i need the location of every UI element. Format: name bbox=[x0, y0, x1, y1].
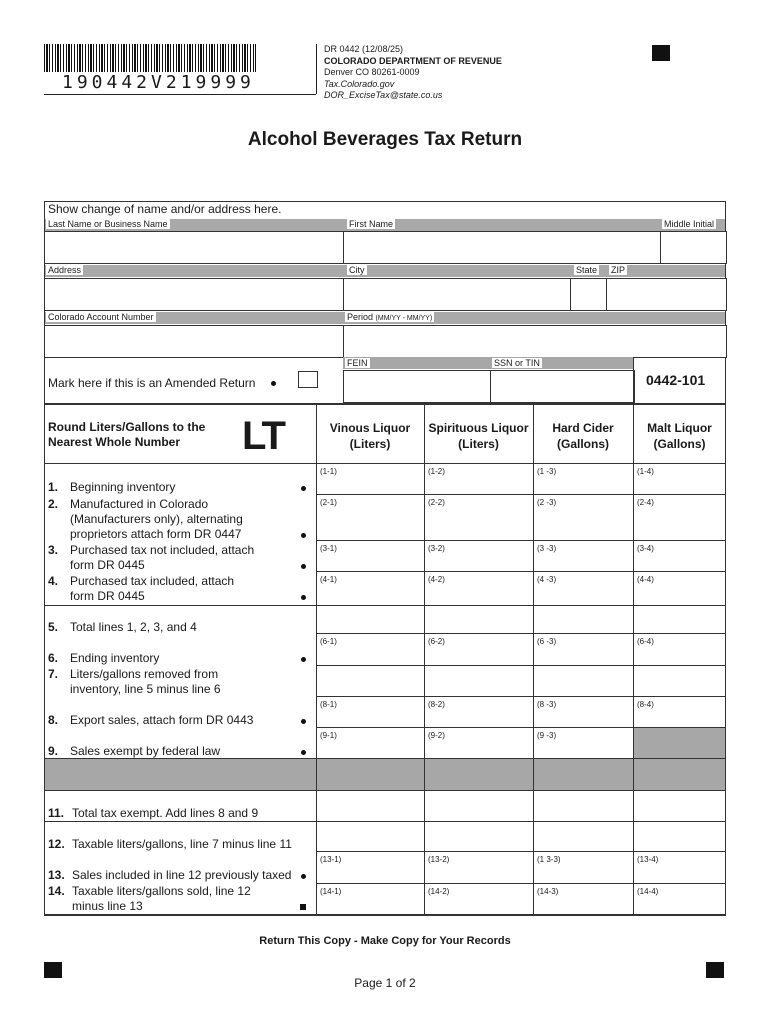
line7-label bbox=[70, 667, 221, 697]
city-label: City bbox=[349, 265, 365, 275]
first-name-field[interactable] bbox=[343, 231, 661, 264]
line3-bullet bbox=[301, 564, 306, 569]
last-name-label: Last Name or Business Name bbox=[48, 219, 168, 229]
cell-6-4[interactable]: (6-4) bbox=[637, 637, 654, 646]
period-label-text: Period bbox=[347, 312, 374, 322]
cell-14-2[interactable]: (14-2) bbox=[428, 887, 450, 896]
cell-3-3[interactable]: (3 -3) bbox=[537, 544, 557, 553]
line11-number: 11. bbox=[48, 806, 65, 820]
line2-bullet bbox=[301, 533, 306, 538]
account-number-field[interactable] bbox=[44, 325, 344, 358]
cell-1-2[interactable]: (1-2) bbox=[428, 467, 445, 476]
cell-14-4[interactable]: (14-4) bbox=[637, 887, 659, 896]
line14-label bbox=[72, 884, 251, 914]
required-bullet bbox=[271, 381, 276, 386]
department-website: Tax.Colorado.gov bbox=[324, 78, 395, 89]
line4-label-a: Purchased tax included, attach bbox=[70, 574, 235, 588]
return-copy-note: Return This Copy - Make Copy for Your Records bbox=[259, 935, 511, 947]
period-field[interactable] bbox=[343, 325, 727, 358]
cell-13-2[interactable]: (13-2) bbox=[428, 855, 450, 864]
column-header-malt bbox=[633, 420, 726, 452]
line3-number: 3. bbox=[48, 543, 59, 557]
ssn-field[interactable] bbox=[490, 370, 635, 403]
amended-return-checkbox[interactable] bbox=[298, 371, 318, 388]
line3-label-b: form DR 0445 bbox=[70, 558, 145, 572]
line7-label-b: inventory, line 5 minus line 6 bbox=[70, 682, 221, 696]
rounding-instruction-line2: Nearest Whole Number bbox=[48, 435, 181, 449]
cell-9-2[interactable]: (9-2) bbox=[428, 731, 445, 740]
first-name-label: First Name bbox=[349, 219, 394, 229]
line1-number: 1. bbox=[48, 480, 59, 494]
cell-13-1[interactable]: (13-1) bbox=[320, 855, 342, 864]
cell-2-1[interactable]: (2-1) bbox=[320, 498, 337, 507]
cell-1-3[interactable]: (1 -3) bbox=[537, 467, 557, 476]
column-header-vinous bbox=[316, 420, 424, 452]
cell-3-2[interactable]: (3-2) bbox=[428, 544, 445, 553]
col-cider-name: Hard Cider bbox=[552, 421, 614, 435]
form-id: DR 0442 (12/08/25) bbox=[324, 44, 404, 54]
cell-4-2[interactable]: (4-2) bbox=[428, 575, 445, 584]
line1-bullet bbox=[301, 486, 306, 491]
col-spirituous-unit: (Liters) bbox=[458, 437, 499, 451]
column-header-spirituous bbox=[424, 420, 533, 452]
col-malt-unit: (Gallons) bbox=[653, 437, 706, 451]
rounding-instruction bbox=[48, 420, 205, 450]
line9-label: Sales exempt by federal law bbox=[70, 744, 221, 758]
middle-initial-label: Middle Initial bbox=[664, 219, 715, 229]
line13-bullet bbox=[301, 874, 306, 879]
line9-number: 9. bbox=[48, 744, 59, 758]
cell-4-3[interactable]: (4 -3) bbox=[537, 575, 557, 584]
cell-2-3[interactable]: (2 -3) bbox=[537, 498, 557, 507]
line4-label-b: form DR 0445 bbox=[70, 589, 145, 603]
line9-bullet bbox=[301, 750, 306, 755]
barcode-underline bbox=[44, 94, 316, 95]
line8-label: Export sales, attach form DR 0443 bbox=[70, 713, 254, 727]
line2-number: 2. bbox=[48, 497, 59, 511]
last-name-field[interactable] bbox=[44, 231, 344, 264]
form-type-code: LT bbox=[242, 414, 284, 458]
fein-label: FEIN bbox=[347, 358, 368, 368]
rounding-instruction-line1: Round Liters/Gallons to the bbox=[48, 420, 206, 434]
zip-label: ZIP bbox=[611, 265, 626, 275]
line6-number: 6. bbox=[48, 651, 59, 665]
col-vinous-name: Vinous Liquor bbox=[329, 421, 411, 435]
cell-9-1[interactable]: (9-1) bbox=[320, 731, 337, 740]
line6-label: Ending inventory bbox=[70, 651, 160, 665]
line10-shaded-malt bbox=[634, 759, 725, 790]
department-city: Denver CO 80261-0009 bbox=[324, 67, 420, 77]
alignment-marker-top-right bbox=[652, 45, 670, 61]
department-email: DOR_ExciseTax@state.co.us bbox=[324, 90, 443, 100]
cell-13-4[interactable]: (13-4) bbox=[637, 855, 659, 864]
barcode-divider bbox=[316, 44, 317, 94]
line8-number: 8. bbox=[48, 713, 59, 727]
address-field[interactable] bbox=[44, 278, 344, 311]
malt-line9-shaded bbox=[634, 728, 725, 758]
col-cider-unit: (Gallons) bbox=[556, 437, 609, 451]
line14-label-b: minus line 13 bbox=[72, 899, 143, 913]
account-number-label: Colorado Account Number bbox=[48, 312, 154, 322]
page-number: Page 1 of 2 bbox=[354, 976, 416, 990]
state-label: State bbox=[576, 265, 598, 275]
line7-number: 7. bbox=[48, 667, 59, 681]
line1-label: Beginning inventory bbox=[70, 480, 176, 494]
line14-square-marker bbox=[300, 904, 306, 910]
line10-shaded-label bbox=[45, 759, 316, 790]
line13-number: 13. bbox=[48, 868, 65, 882]
period-label bbox=[345, 312, 434, 322]
line14-label-a: Taxable liters/gallons sold, line 12 bbox=[72, 884, 251, 898]
line12-number: 12. bbox=[48, 837, 65, 851]
col-spirituous-name: Spirituous Liquor bbox=[428, 421, 529, 435]
line5-number: 5. bbox=[48, 620, 59, 634]
line3-label-a: Purchased tax not included, attach bbox=[70, 543, 255, 557]
cell-14-1[interactable]: (14-1) bbox=[320, 887, 342, 896]
cell-8-2[interactable]: (8-2) bbox=[428, 700, 445, 709]
department-name: COLORADO DEPARTMENT OF REVENUE bbox=[324, 55, 502, 66]
cell-2-4[interactable]: (2-4) bbox=[637, 498, 654, 507]
line10-shaded-spirituous bbox=[425, 759, 533, 790]
line12-label: Taxable liters/gallons, line 7 minus line 11 bbox=[72, 837, 292, 851]
cell-6-1[interactable]: (6-1) bbox=[320, 637, 337, 646]
change-notice: Show change of name and/or address here. bbox=[48, 202, 282, 216]
form-header-info bbox=[324, 44, 502, 102]
state-field[interactable] bbox=[570, 278, 607, 311]
cell-8-1[interactable]: (8-1) bbox=[320, 700, 337, 709]
barcode-number: 190442V219999 bbox=[62, 72, 255, 93]
line10-shaded-cider bbox=[534, 759, 633, 790]
line4-number: 4. bbox=[48, 574, 59, 588]
line4-bullet bbox=[301, 595, 306, 600]
cell-3-4[interactable]: (3-4) bbox=[637, 544, 654, 553]
cell-2-2[interactable]: (2-2) bbox=[428, 498, 445, 507]
barcode bbox=[44, 44, 256, 72]
col-vinous-unit: (Liters) bbox=[349, 437, 391, 451]
line2-label-a: Manufactured in Colorado bbox=[70, 497, 209, 511]
cell-9-3[interactable]: (9 -3) bbox=[537, 731, 557, 740]
line5-label: Total lines 1, 2, 3, and 4 bbox=[70, 620, 197, 634]
amended-return-label: Mark here if this is an Amended Return bbox=[48, 376, 256, 390]
cell-6-2[interactable]: (6-2) bbox=[428, 637, 445, 646]
column-header-hard-cider bbox=[533, 420, 633, 452]
line7-label-a: Liters/gallons removed from bbox=[70, 667, 219, 681]
ssn-label: SSN or TIN bbox=[494, 358, 540, 368]
line8-bullet bbox=[301, 719, 306, 724]
city-field[interactable] bbox=[343, 278, 571, 311]
cell-3-1[interactable]: (3-1) bbox=[320, 544, 337, 553]
middle-initial-field[interactable] bbox=[660, 231, 727, 264]
line14-number: 14. bbox=[48, 884, 65, 898]
period-format: (MM/YY - MM/YY) bbox=[375, 315, 433, 322]
cell-4-4[interactable]: (4-4) bbox=[637, 575, 654, 584]
line11-label: Total tax exempt. Add lines 8 and 9 bbox=[72, 806, 259, 820]
line4-label bbox=[70, 574, 234, 604]
cell-13-3[interactable]: (1 3-3) bbox=[537, 855, 561, 864]
cell-4-1[interactable]: (4-1) bbox=[320, 575, 337, 584]
fein-field[interactable] bbox=[343, 370, 491, 403]
cell-8-4[interactable]: (8-4) bbox=[637, 700, 654, 709]
line3-label bbox=[70, 543, 254, 573]
zip-field[interactable] bbox=[606, 278, 727, 311]
line2-label-b: (Manufacturers only), alternating bbox=[70, 512, 243, 526]
cell-8-3[interactable]: (8 -3) bbox=[537, 700, 557, 709]
line13-label: Sales included in line 12 previously taxed bbox=[72, 868, 292, 882]
line10-shaded-vinous bbox=[317, 759, 424, 790]
cell-14-3[interactable]: (14-3) bbox=[537, 887, 559, 896]
col-malt-name: Malt Liquor bbox=[647, 421, 712, 435]
cell-1-4[interactable]: (1-4) bbox=[637, 467, 654, 476]
form-title: Alcohol Beverages Tax Return bbox=[247, 129, 523, 150]
form-code: 0442-101 bbox=[646, 372, 706, 388]
cell-1-1[interactable]: (1-1) bbox=[320, 467, 337, 476]
line6-bullet bbox=[301, 657, 306, 662]
address-label: Address bbox=[48, 265, 82, 275]
cell-6-3[interactable]: (6 -3) bbox=[537, 637, 557, 646]
line2-label-c: proprietors attach form DR 0447 bbox=[70, 527, 242, 541]
line2-label bbox=[70, 497, 243, 542]
